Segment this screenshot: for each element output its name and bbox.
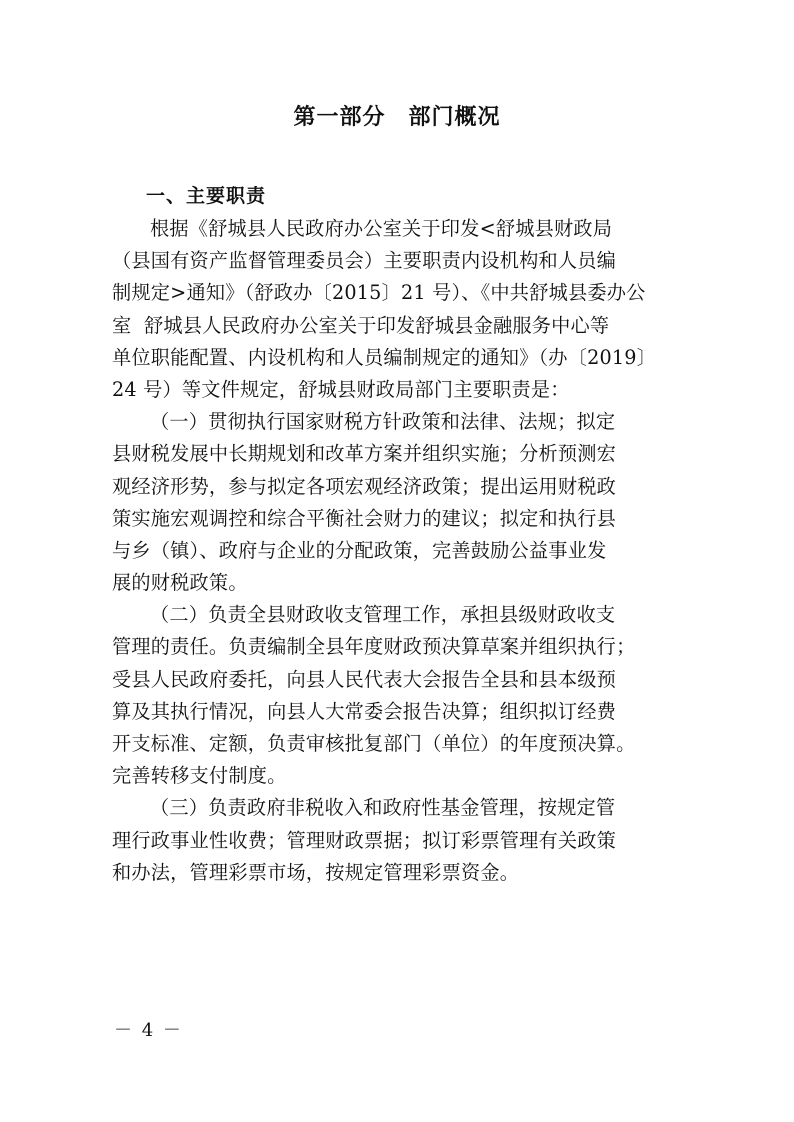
paragraph-line: 和办法，管理彩票市场，按规定管理彩票资金。	[112, 860, 520, 884]
paragraph-line: 县财税发展中长期规划和改革方案并组织实施；分析预测宏	[112, 442, 617, 466]
paragraph	[112, 599, 687, 792]
paragraph-line: （二）负责全县财政收支管理工作，承担县级财政收支	[150, 603, 616, 627]
paragraph-line: 完善转移支付制度。	[112, 764, 287, 788]
paragraph-line: 管理的责任。负责编制全县年度财政预决算草案并组织执行；	[112, 635, 636, 659]
paragraph-line: 根据《舒城县人民政府办公室关于印发<舒城县财政局	[150, 217, 613, 240]
paragraph	[112, 213, 687, 406]
body-text	[112, 213, 687, 889]
paragraph	[112, 406, 687, 599]
page-number: － 4 －	[114, 1020, 183, 1041]
paragraph-line: 与乡（镇）、政府与企业的分配政策，完善鼓励公益事业发	[112, 538, 607, 562]
paragraph-line: （县国有资产监督管理委员会）主要职责内设机构和人员编	[112, 249, 617, 273]
paragraph-line: （三）负责政府非税收入和政府性基金管理，按规定管	[150, 796, 616, 820]
paragraph-line: 观经济形势，参与拟定各项宏观经济政策；提出运用财税政	[112, 474, 617, 498]
paragraph-line: 制规定>通知》（舒政办〔2015〕21 号）、《中共舒城县委办公	[112, 281, 646, 305]
paragraph-line: 开支标准、定额，负责审核批复部门（单位）的年度预决算。	[112, 732, 636, 755]
paragraph-line: 24 号）等文件规定，舒城县财政局部门主要职责是：	[112, 377, 570, 401]
paragraph-line: 算及其执行情况，向县人大常委会报告决算；组织拟订经费	[112, 699, 617, 723]
paragraph-line: 理行政事业性收费；管理财政票据；拟订彩票管理有关政策	[112, 828, 617, 852]
paragraph-line: 展的财税政策。	[112, 571, 248, 595]
page-title: 第一部分 部门概况	[293, 105, 501, 130]
paragraph-line: 受县人民政府委托，向县人民代表大会报告全县和县本级预	[112, 667, 617, 691]
paragraph-line: 策实施宏观调控和综合平衡社会财力的建议；拟定和执行县	[112, 506, 617, 530]
paragraph	[112, 792, 687, 889]
paragraph-line: 单位职能配置、内设机构和人员编制规定的通知》（办〔2019〕	[112, 345, 657, 369]
paragraph-line: （一）贯彻执行国家财税方针政策和法律、法规；拟定	[150, 410, 616, 434]
section-heading: 一、主要职责	[146, 185, 267, 207]
paragraph-line: 室 舒城县人民政府办公室关于印发舒城县金融服务中心等	[112, 313, 610, 337]
